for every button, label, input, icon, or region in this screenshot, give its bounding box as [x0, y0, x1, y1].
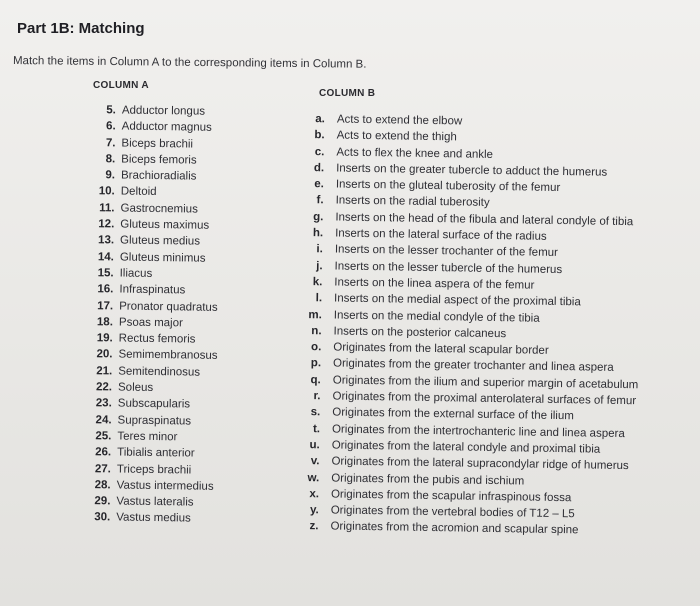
muscle-name: Triceps brachii [116, 463, 192, 477]
description: Originates from the intertrochanteric line and linea aspera [331, 423, 625, 440]
description: Inserts on the lesser tubercle of the humerus [334, 260, 563, 276]
muscle-name: Deltoid [120, 186, 157, 199]
item-letter: n. [311, 324, 322, 338]
muscle-name: Iliacus [119, 267, 153, 280]
muscle-name: Supraspinatus [117, 414, 192, 428]
item-letter: e. [314, 178, 324, 191]
item-number: 14. [97, 250, 114, 264]
item-letter: k. [312, 276, 323, 289]
description: Originates from the pubis and ischium [331, 471, 525, 488]
item-number: 29. [94, 495, 111, 508]
item-number: 6. [106, 120, 116, 133]
item-number: 24. [95, 413, 112, 427]
muscle-name: Soleus [117, 381, 154, 395]
description: Originates from the external surface of the ilium [332, 406, 574, 423]
muscle-name: Pronator quadratus [119, 300, 218, 314]
item-number: 30. [94, 511, 111, 524]
description: Originates from the vertebral bodies of T12 – L5 [330, 504, 575, 521]
column-a-item [84, 120, 221, 138]
item-number: 19. [96, 332, 113, 345]
muscle-name: Gluteus medius [120, 234, 201, 249]
column-a-item [79, 430, 216, 448]
column-a-item [80, 365, 217, 383]
item-number: 23. [95, 397, 112, 410]
column-a-item [78, 495, 215, 513]
column-a-item [81, 332, 218, 350]
item-letter: q. [310, 373, 321, 387]
description: Inserts on the medial condyle of the tibia [333, 309, 540, 325]
item-number: 18. [96, 316, 114, 329]
description: Acts to extend the thigh [336, 129, 457, 144]
item-letter: t. [312, 422, 321, 435]
column-b-header: COLUMN B [319, 88, 376, 99]
description: Inserts on the lateral surface of the radius [335, 227, 547, 243]
item-letter: d. [313, 162, 325, 175]
description: Originates from the greater trochanter and linea aspera [332, 357, 614, 375]
muscle-name: Tibialis anterior [117, 446, 195, 460]
item-number: 10. [98, 185, 115, 198]
column-a-item [79, 479, 216, 497]
item-letter: z. [309, 520, 319, 533]
item-letter: y. [309, 504, 319, 517]
description: Inserts on the posterior calcaneus [333, 325, 507, 341]
muscle-name: Vastus lateralis [116, 495, 194, 509]
description: Originates from the acromion and scapular spine [330, 520, 579, 537]
column-a-item [79, 462, 216, 480]
column-a-item [80, 397, 217, 415]
description: Inserts on the lesser trochanter of the femur [334, 243, 559, 260]
muscle-name: Semitendinosus [118, 365, 201, 379]
description: Inserts on the linea aspera of the femur [334, 276, 535, 292]
muscle-name: Gluteus maximus [120, 218, 210, 232]
column-a-item [82, 251, 219, 269]
item-number: 28. [94, 479, 111, 492]
item-number: 26. [95, 446, 112, 459]
item-number: 21. [96, 364, 113, 378]
instructions-text: Match the items in Column A to the corresponding items in Column B. [12, 55, 367, 71]
item-number: 20. [96, 348, 113, 361]
column-a-header: COLUMN A [93, 80, 149, 91]
item-number: 22. [95, 381, 113, 394]
column-a-item [80, 348, 217, 366]
description: Inserts on the gluteal tuberosity of the femur [335, 178, 561, 195]
column-b-list [298, 113, 642, 542]
item-number: 16. [97, 283, 114, 296]
muscle-name: Vastus medius [116, 511, 191, 525]
muscle-name: Subscapularis [117, 397, 191, 411]
item-letter: o. [310, 341, 322, 354]
item-number: 12. [98, 218, 115, 231]
description: Originates from the lateral condyle and proximal tibia [331, 439, 601, 456]
item-letter: s. [310, 406, 321, 419]
item-number: 17. [97, 299, 114, 312]
muscle-name: Teres minor [117, 430, 178, 444]
item-letter: b. [314, 129, 325, 142]
item-letter: x. [309, 487, 320, 501]
description: Originates from the lateral scapular border [333, 341, 549, 358]
column-a-item [81, 316, 218, 334]
item-letter: m. [308, 308, 322, 321]
muscle-name: Semimembranosus [118, 348, 218, 363]
item-letter: f. [316, 194, 324, 207]
item-number: 27. [94, 462, 111, 475]
description: Originates from the scapular infraspinous fossa [330, 488, 572, 505]
muscle-name: Rectus femoris [118, 332, 196, 346]
description: Acts to extend the elbow [336, 113, 463, 128]
column-a-item [84, 104, 221, 122]
column-a-item [83, 185, 220, 203]
muscle-name: Psoas major [118, 316, 183, 330]
item-letter: g. [313, 210, 324, 224]
muscle-name: Vastus intermedius [116, 479, 214, 493]
description: Originates from the ilium and superior margin of acetabulum [332, 374, 639, 392]
item-letter: j. [316, 259, 323, 272]
muscle-name: Adductor longus [121, 104, 206, 118]
muscle-name: Infraspinatus [119, 283, 186, 297]
description: Inserts on the radial tuberosity [335, 194, 490, 210]
muscle-name: Gastrocnemius [120, 202, 198, 216]
muscle-name: Gluteus minimus [119, 251, 206, 265]
item-number: 9. [105, 169, 116, 182]
item-letter: r. [313, 390, 321, 403]
page-title: Part 1B: Matching [17, 20, 145, 37]
column-a-item [82, 202, 219, 220]
item-number: 15. [97, 267, 114, 280]
column-a-item [83, 169, 220, 187]
column-a-item [83, 137, 220, 155]
item-number: 8. [105, 153, 116, 166]
item-letter: u. [309, 439, 320, 452]
item-letter: l. [315, 292, 323, 305]
description: Acts to flex the knee and ankle [336, 146, 494, 161]
column-a-item [81, 300, 218, 318]
column-a-list [78, 104, 221, 530]
item-letter: p. [310, 357, 322, 370]
muscle-name: Brachioradialis [120, 169, 197, 183]
item-letter: c. [314, 145, 325, 158]
item-letter: w. [307, 471, 320, 484]
item-letter: h. [312, 227, 324, 240]
description: Inserts on the head of the fibula and lateral condyle of tibia [335, 211, 634, 228]
column-a-item [81, 267, 218, 285]
description: Originates from the lateral supracondylar ridge of humerus [331, 455, 629, 473]
item-letter: i. [316, 243, 323, 256]
column-a-item [79, 446, 216, 464]
column-a-item [83, 153, 220, 171]
column-a-item [82, 234, 219, 252]
column-a-item [78, 511, 215, 529]
item-number: 13. [98, 234, 115, 247]
description: Originates from the proximal anterolateral surfaces of femur [332, 390, 637, 408]
item-letter: v. [310, 455, 320, 468]
item-number: 5. [106, 104, 116, 117]
item-number: 11. [99, 202, 115, 215]
muscle-name: Biceps femoris [121, 153, 197, 167]
muscle-name: Adductor magnus [121, 120, 212, 135]
description: Inserts on the medial aspect of the proximal tibia [333, 292, 581, 309]
description: Inserts on the greater tubercle to adduct the humerus [336, 162, 608, 179]
item-number: 25. [95, 430, 112, 443]
column-a-item [82, 218, 219, 236]
column-a-item [79, 414, 216, 432]
column-a-item [81, 283, 218, 301]
muscle-name: Biceps brachii [121, 137, 194, 151]
column-a-item [80, 381, 217, 399]
item-letter: a. [315, 113, 325, 126]
item-number: 7. [105, 136, 116, 150]
